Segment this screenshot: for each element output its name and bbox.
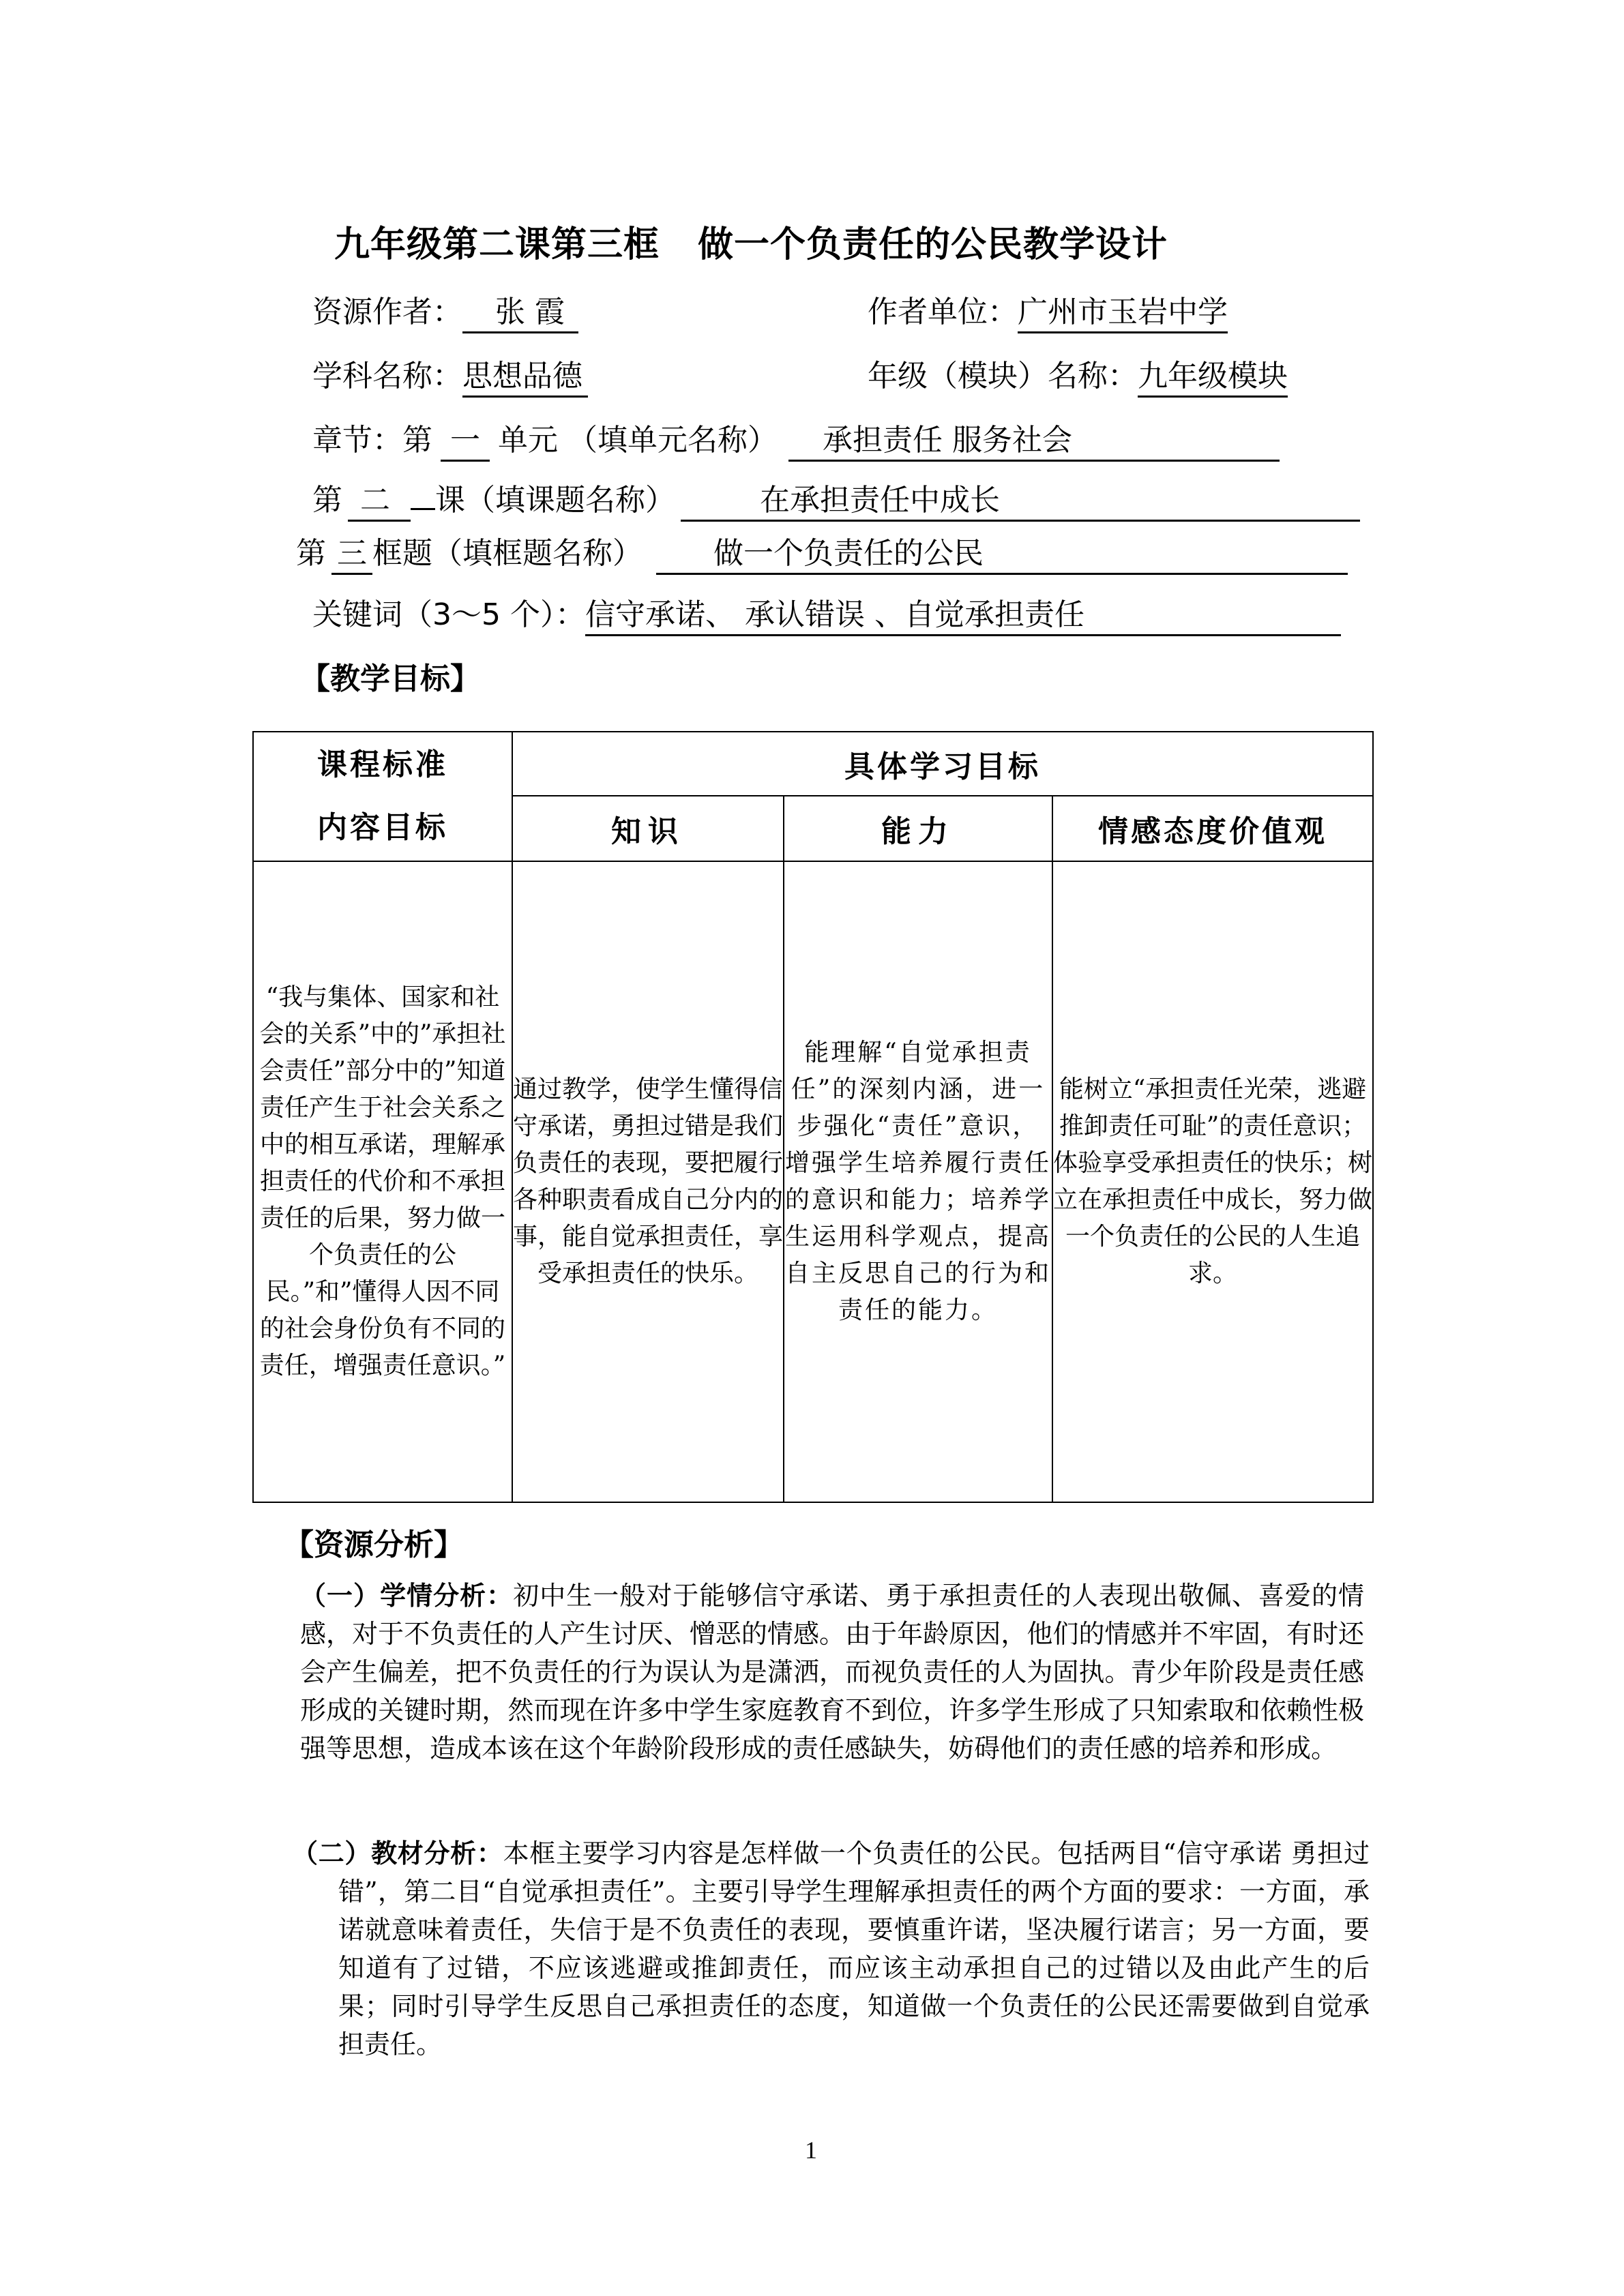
- chapter-line: 章节：第 一 单元 （填单元名称） 承担责任 服务社会: [312, 420, 1280, 462]
- keywords-value: 信守承诺、 承认错误 、自觉承担责任: [585, 596, 1341, 636]
- unit-line: 作者单位：广州市玉岩中学: [868, 292, 1228, 333]
- header-specific: 具体学习目标: [512, 732, 1373, 796]
- header-standard: 课程标准 内容目标: [253, 732, 512, 861]
- title-main: 九年级第二课第三框: [334, 224, 660, 265]
- page-title: [334, 215, 1168, 267]
- header-values: 情感态度价值观: [1052, 796, 1373, 861]
- analysis-paragraph-1: [300, 1577, 1364, 1768]
- analysis-p2-text: 本框主要学习内容是怎样做一个负责任的公民。包括两目“信守承诺 勇担过错”，第二目“自觉承担责任”。主要引导学生理解承担责任的两个方面的要求：一方面，承诺就意味着责任，失信于是不负责任的表现，要慎重许诺，坚决履行诺言；另一方面，要知道有了过错，不应该逃避或推卸责任，而应该主动承担自己的过错以及由此产生的后果；同时引导学生反思自己承担责任的态度，知道做一个负责任的公民还需要做到自觉承担责任。: [338, 1838, 1370, 2059]
- frame-name: 做一个负责任的公民: [656, 535, 1348, 575]
- analysis-p1-lead: （一）学情分析：: [300, 1581, 514, 1611]
- standard-cell: “我与集体、国家和社会的关系”中的”承担社会责任”部分中的”知道责任产生于社会关系之中的相互承诺，理解承担责任的代价和不承担责任的后果，努力做一个负责任的公民。”和”懂得人因不同的社会身份负有不同的责任，增强责任意识。”: [253, 861, 512, 1502]
- analysis-p1-text: 初中生一般对于能够信守承诺、勇于承担责任的人表现出敬佩、喜爱的情感，对于不负责任的人产生讨厌、憎恶的情感。由于年龄原因，他们的情感并不牢固，有时还会产生偏差，把不负责任的行为误认为是潇洒，而视负责任的人为固执。青少年阶段是责任感形成的关键时期，然而现在许多中学生家庭教育不到位，许多学生形成了只知索取和依赖性极强等思想，造成本该在这个年龄阶段形成的责任感缺失，妨碍他们的责任感的培养和形成。: [300, 1581, 1364, 1763]
- header-ability: 能力: [784, 796, 1052, 861]
- goals-section-title: 【教学目标】: [300, 661, 480, 696]
- author-value: 张 霞: [462, 293, 578, 333]
- analysis-paragraph-2: [292, 1834, 1370, 2063]
- grade-line: 年级（模块）名称：九年级模块: [868, 356, 1288, 398]
- header-knowledge: 知识: [512, 796, 784, 861]
- frame-num: 三: [331, 535, 372, 575]
- grade-value: 九年级模块: [1138, 357, 1288, 398]
- ability-cell: 能理解“自觉承担责任”的深刻内涵，进一步强化“责任”意识，增强学生培养履行责任的意识和能力；培养学生运用科学观点，提高自主反思自己的行为和责任的能力。: [784, 861, 1052, 1502]
- frame-line: 第 三 框题（填框题名称） 做一个负责任的公民: [296, 533, 1348, 575]
- author-line: 资源作者： 张 霞: [312, 292, 578, 333]
- knowledge-cell: 通过教学，使学生懂得信守承诺，勇担过错是我们负责任的表现，要把履行各种职责看成自己分内的事，能自觉承担责任，享受承担责任的快乐。: [512, 861, 784, 1502]
- title-topic: 做一个负责任的公民教学设计: [698, 224, 1168, 265]
- page-number: 1: [805, 2136, 817, 2164]
- unit-value: 广州市玉岩中学: [1018, 293, 1228, 333]
- keywords-line: 关键词（3～5 个）：信守承诺、 承认错误 、自觉承担责任: [312, 595, 1341, 636]
- analysis-section-title: 【资源分析】: [284, 1527, 464, 1562]
- subject-line: 学科名称：思想品德: [312, 356, 588, 398]
- teaching-goals-table: [252, 731, 1374, 1503]
- subject-value: 思想品德: [462, 357, 588, 398]
- analysis-p2-lead: （二）教材分析：: [292, 1838, 503, 1868]
- chapter-num: 一: [441, 421, 490, 462]
- lesson-num: 二: [348, 481, 411, 522]
- lesson-name: 在承担责任中成长: [681, 481, 1360, 522]
- values-cell: 能树立“承担责任光荣，逃避推卸责任可耻”的责任意识；体验享受承担责任的快乐；树立在承担责任中成长，努力做一个负责任的公民的人生追求。: [1052, 861, 1373, 1502]
- lesson-line: 第 二 课（填课题名称） 在承担责任中成长: [312, 480, 1360, 522]
- chapter-name: 承担责任 服务社会: [788, 421, 1280, 462]
